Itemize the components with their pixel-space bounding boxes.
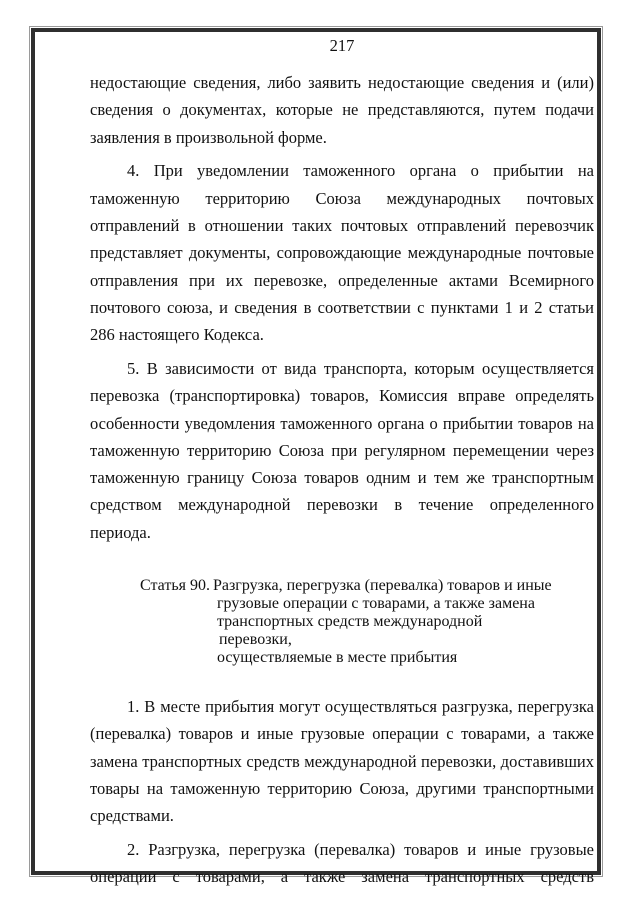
paragraph-item-4: 4. При уведомлении таможенного органа о прибытии на таможенную территорию Союза международных почтовых отправлений в отношении таких почтовых отправлений перевозчик представляет документы, сопровождающие международные почтовые отправления при их перевозке, определенные актами Всемирного почтового союза, и сведения в соответствии с пунктами 1 и 2 статьи 286 настоящего Кодекса.	[90, 161, 594, 345]
paragraph-article-item-1: 1. В месте прибытия могут осуществляться разгрузка, перегрузка (перевалка) товаров и иные грузовые операции с товарами, а также замена транспортных средств международной перевозки, доставивших товары на таможенную территорию Союза, другими транспортными средствами.	[90, 697, 594, 826]
article-title	[210, 577, 594, 667]
article-title-line: грузовые операции с товарами, а также замена	[216, 595, 535, 613]
paragraph-item-5: 5. В зависимости от вида транспорта, которым осуществляется перевозка (транспортировка) товаров, Комиссия вправе определять особенности уведомления таможенного органа о прибытии товаров на таможенную территорию Союза при регулярном перемещении через таможенную границу Союза товаров одним и тем же транспортным средством международной перевозки в течение определенного периода.	[90, 358, 594, 542]
document-page	[90, 36, 594, 897]
article-heading	[140, 577, 594, 667]
article-title-line: транспортных средств международной перевозки,	[216, 613, 483, 649]
page-number: 217	[329, 36, 355, 55]
paragraph-article-item-2: 2. Разгрузка, перегрузка (перевалка) товаров и иные грузовые операции с товарами, а также замена транспортных средств	[90, 840, 594, 887]
article-title-line: Разгрузка, перегрузка (перевалка) товаров и иные	[212, 577, 552, 595]
article-number: Статья 90.	[140, 577, 210, 595]
article-title-line: осуществляемые в месте прибытия	[216, 649, 458, 667]
paragraph-continuation: недостающие сведения, либо заявить недостающие сведения и (или) сведения о документах, которые не представляются, путем подачи заявления в произвольной форме.	[90, 73, 594, 147]
